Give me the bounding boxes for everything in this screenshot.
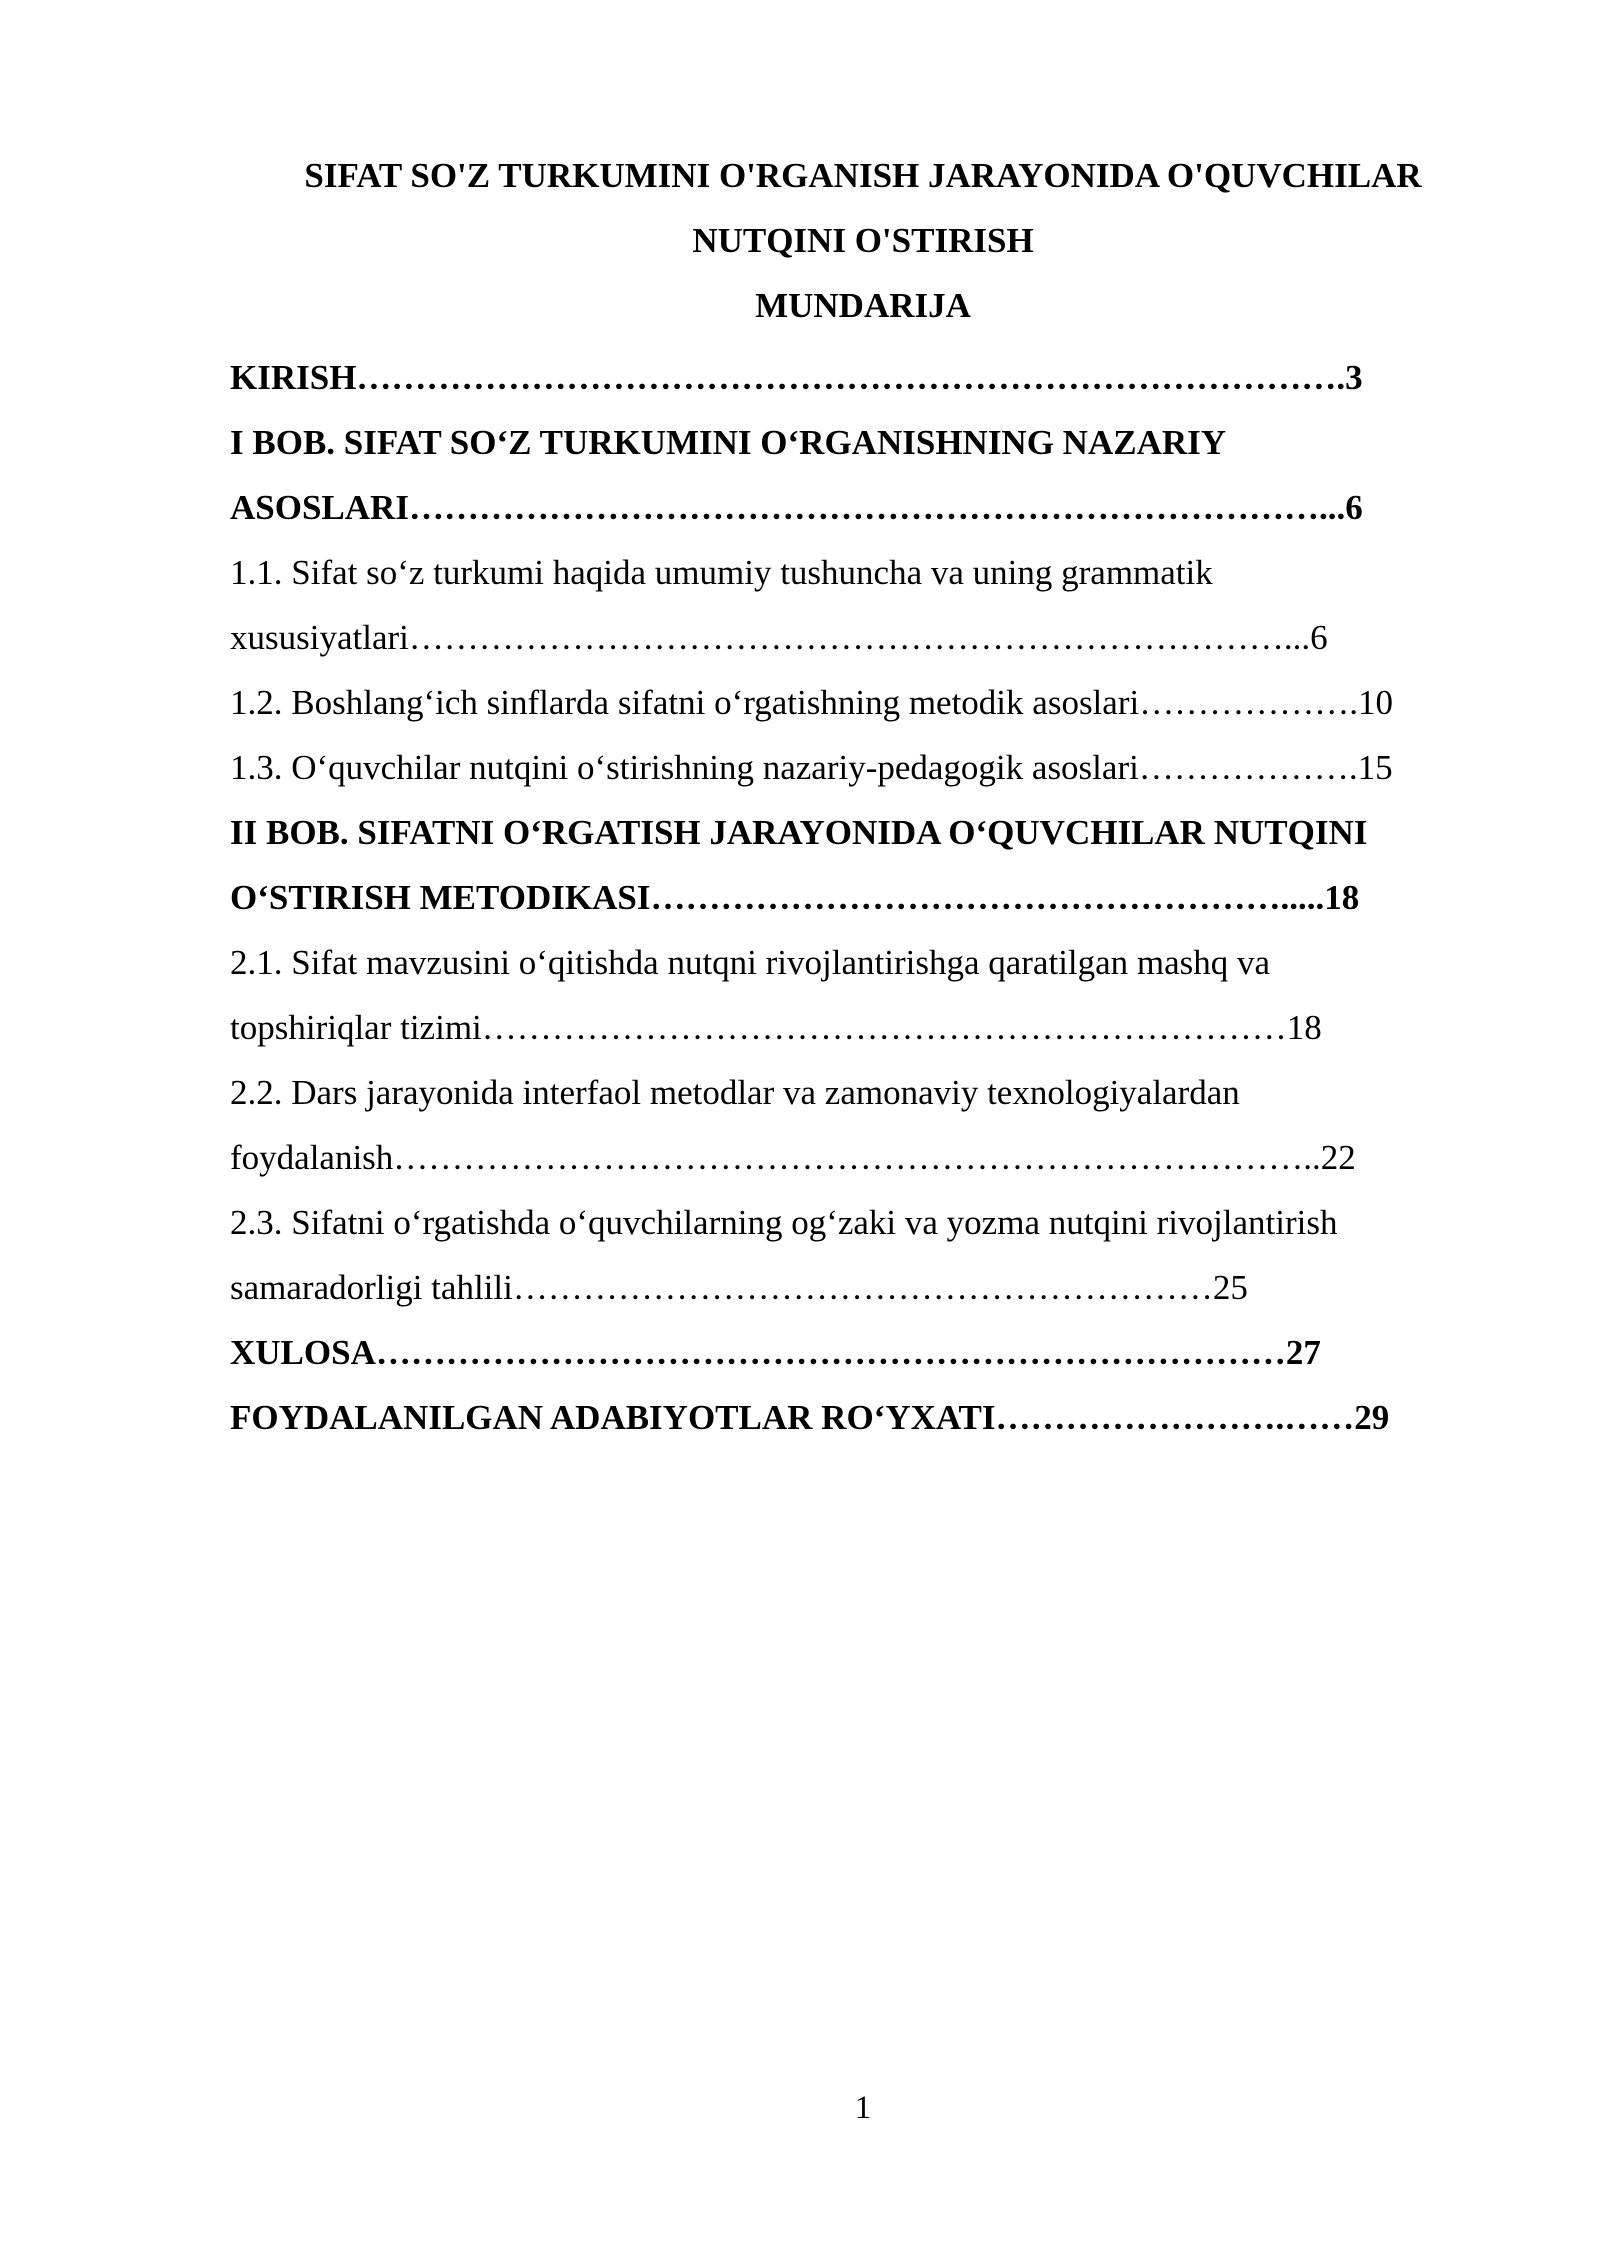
toc-line: XULOSA……………………………………………………………………27 bbox=[230, 1333, 1321, 1372]
toc-line: 2.2. Dars jarayonida interfaol metodlar va zamonaviy texnologiyalardan bbox=[230, 1073, 1240, 1112]
toc-line: II BOB. SIFATNI O‘RGATISH JARAYONIDA O‘QUVCHILAR NUTQINI bbox=[230, 813, 1368, 852]
toc-line: O‘STIRISH METODIKASI……………………………………………….....18 bbox=[230, 878, 1360, 917]
page-number: 1 bbox=[854, 2090, 872, 2126]
toc-line: ASOSLARI……………………………………………………………………...6 bbox=[230, 488, 1363, 527]
contents-heading: MUNDARIJA bbox=[755, 286, 971, 325]
toc-line: 2.1. Sifat mavzusini o‘qitishda nutqni rivojlantirishga qaratilgan mashq va bbox=[230, 943, 1271, 982]
toc-line: 1.3. O‘quvchilar nutqini o‘stirishning nazariy-pedagogik asoslari……………….15 bbox=[230, 748, 1393, 787]
toc-line: FOYDALANILGAN ADABIYOTLAR RO‘YXATI…………………….……29 bbox=[230, 1398, 1390, 1437]
toc-line: 1.2. Boshlang‘ich sinflarda sifatni o‘rgatishning metodik asoslari……………….10 bbox=[230, 683, 1393, 722]
toc-line: 1.1. Sifat so‘z turkumi haqida umumiy tushuncha va uning grammatik bbox=[230, 553, 1213, 592]
toc-line: samaradorligi tahlili……………………………………………………25 bbox=[230, 1268, 1248, 1307]
toc-line: topshiriqlar tizimi……………………………………………………………18 bbox=[230, 1008, 1322, 1047]
table-of-contents bbox=[230, 345, 1492, 1450]
toc-line: 2.3. Sifatni o‘rgatishda o‘quvchilarning og‘zaki va yozma nutqini rivojlantirish bbox=[230, 1203, 1338, 1242]
toc-line: I BOB. SIFAT SO‘Z TURKUMINI O‘RGANISHNING NAZARIY bbox=[230, 423, 1227, 462]
toc-line: KIRISH………………………………………………………………………….3 bbox=[230, 358, 1363, 397]
toc-line: foydalanish……………………………………………………………………..22 bbox=[230, 1138, 1356, 1177]
document-title-line-2: NUTQINI O'STIRISH bbox=[692, 221, 1034, 260]
toc-line: xususiyatlari…………………………………………………………………...6 bbox=[230, 618, 1328, 657]
document-title-line-1: SIFAT SO'Z TURKUMINI O'RGANISH JARAYONIDA O'QUVCHILAR bbox=[304, 156, 1422, 195]
